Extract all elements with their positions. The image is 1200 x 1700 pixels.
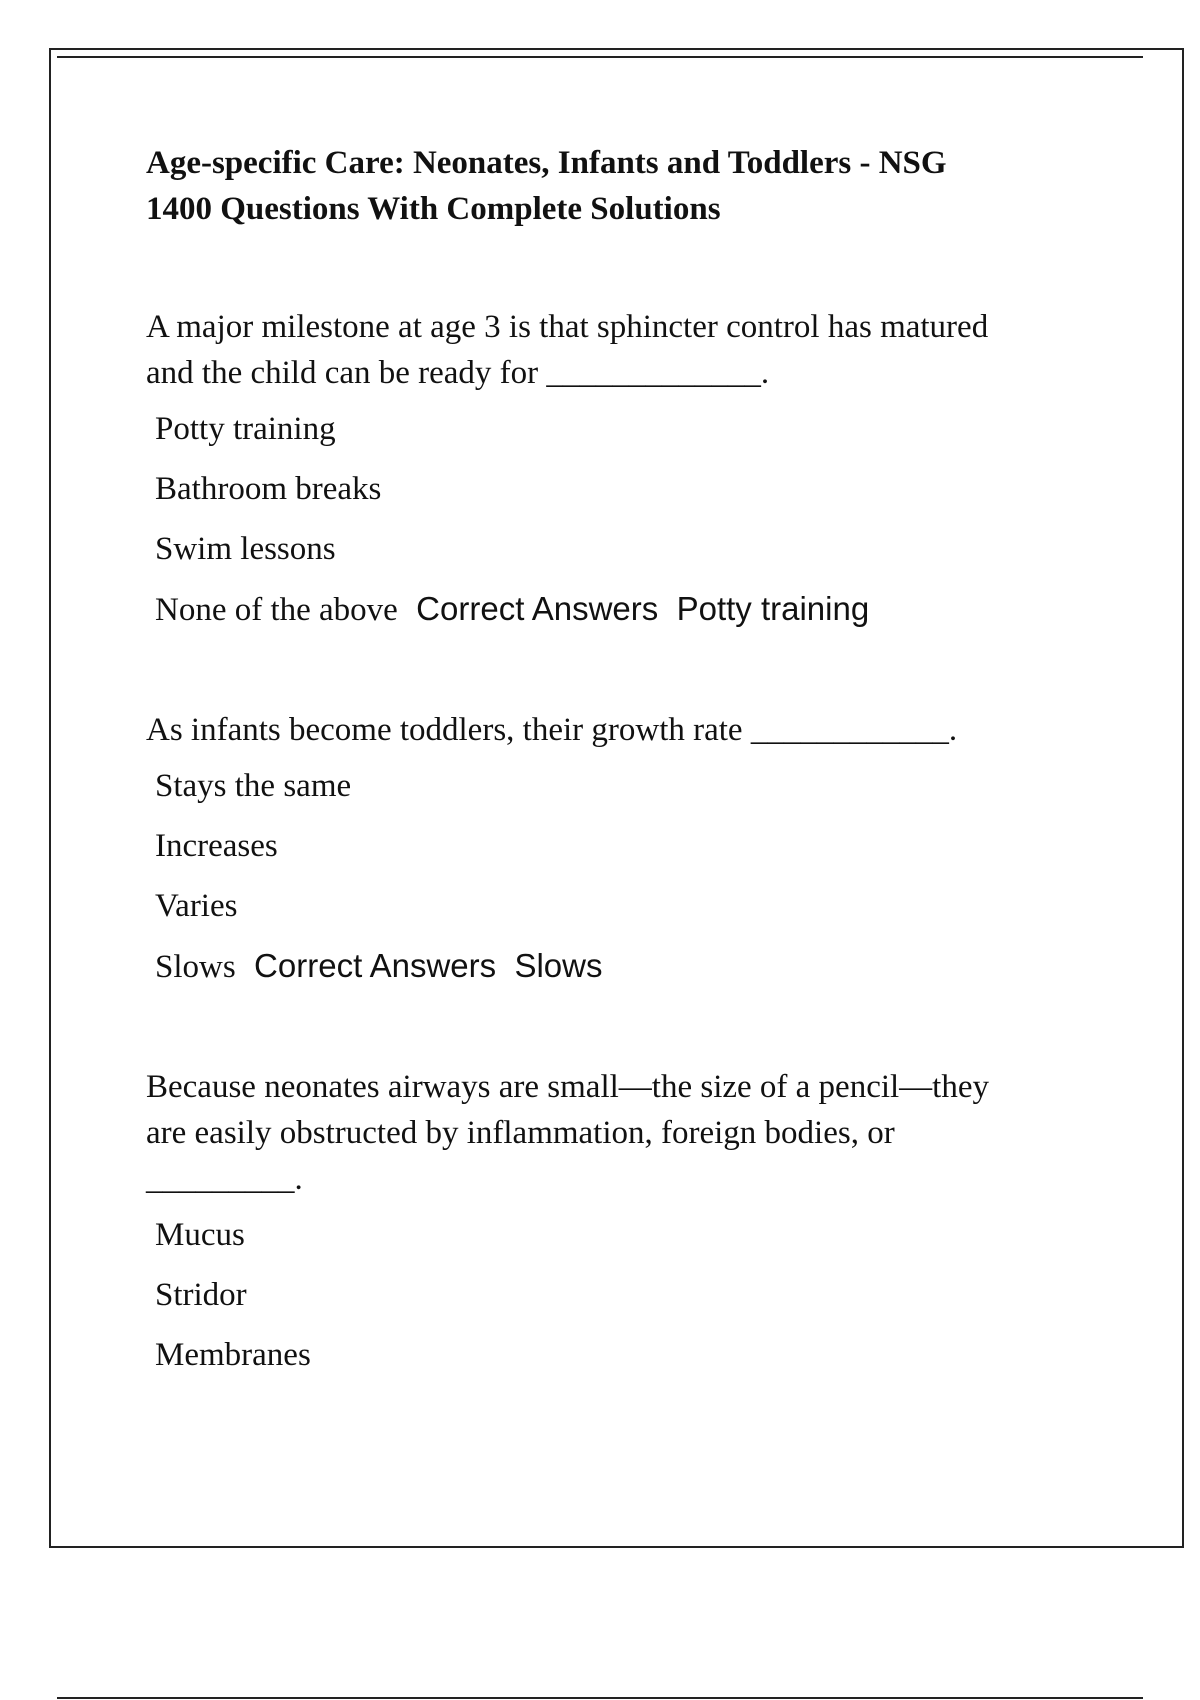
question-2-text-line-1: As infants become toddlers, their growth rate ____________. xyxy=(146,712,958,748)
question-1-option-3: Swim lessons xyxy=(155,531,336,567)
bottom-rule xyxy=(57,1697,1143,1699)
question-1-text-line-2: and the child can be ready for _____________. xyxy=(146,355,770,391)
question-3-option-3: Membranes xyxy=(155,1337,311,1373)
title-line-1: Age-specific Care: Neonates, Infants and Toddlers - NSG xyxy=(146,145,947,181)
question-3-text xyxy=(146,1064,1106,1202)
question-1 xyxy=(146,304,1106,629)
question-2-text xyxy=(146,707,1106,753)
question-2-option-1: Stays the same xyxy=(155,768,352,804)
top-rule xyxy=(57,56,1143,58)
question-1-option-2: Bathroom breaks xyxy=(155,471,382,507)
document-content xyxy=(146,140,1106,1374)
question-3-text-line-2: are easily obstructed by inflammation, foreign bodies, or xyxy=(146,1115,895,1151)
question-2 xyxy=(146,707,1106,986)
question-2-option-2: Increases xyxy=(155,828,278,864)
question-3 xyxy=(146,1064,1106,1374)
question-1-text-line-1: A major milestone at age 3 is that sphincter control has matured xyxy=(146,309,989,345)
question-2-option-3: Varies xyxy=(155,888,238,924)
question-1-option-1: Potty training xyxy=(155,411,336,447)
question-1-correct-value: Potty training xyxy=(676,590,870,627)
question-1-correct-label: Correct Answers xyxy=(416,590,659,627)
question-3-text-line-1: Because neonates airways are small—the size of a pencil—they xyxy=(146,1069,989,1105)
question-1-answer-line xyxy=(146,590,1106,629)
question-1-text xyxy=(146,304,1106,396)
question-2-correct-value: Slows xyxy=(514,947,603,984)
title-line-2: 1400 Questions With Complete Solutions xyxy=(146,191,721,227)
question-3-option-2: Stridor xyxy=(155,1277,247,1313)
document-title xyxy=(146,140,1106,232)
question-3-text-line-3: _________. xyxy=(146,1161,303,1197)
question-2-option-4: Slows xyxy=(155,949,236,985)
question-2-answer-line xyxy=(146,947,1106,986)
question-2-correct-label: Correct Answers xyxy=(254,947,497,984)
question-3-option-1: Mucus xyxy=(155,1217,245,1253)
question-1-option-4: None of the above xyxy=(155,592,398,628)
